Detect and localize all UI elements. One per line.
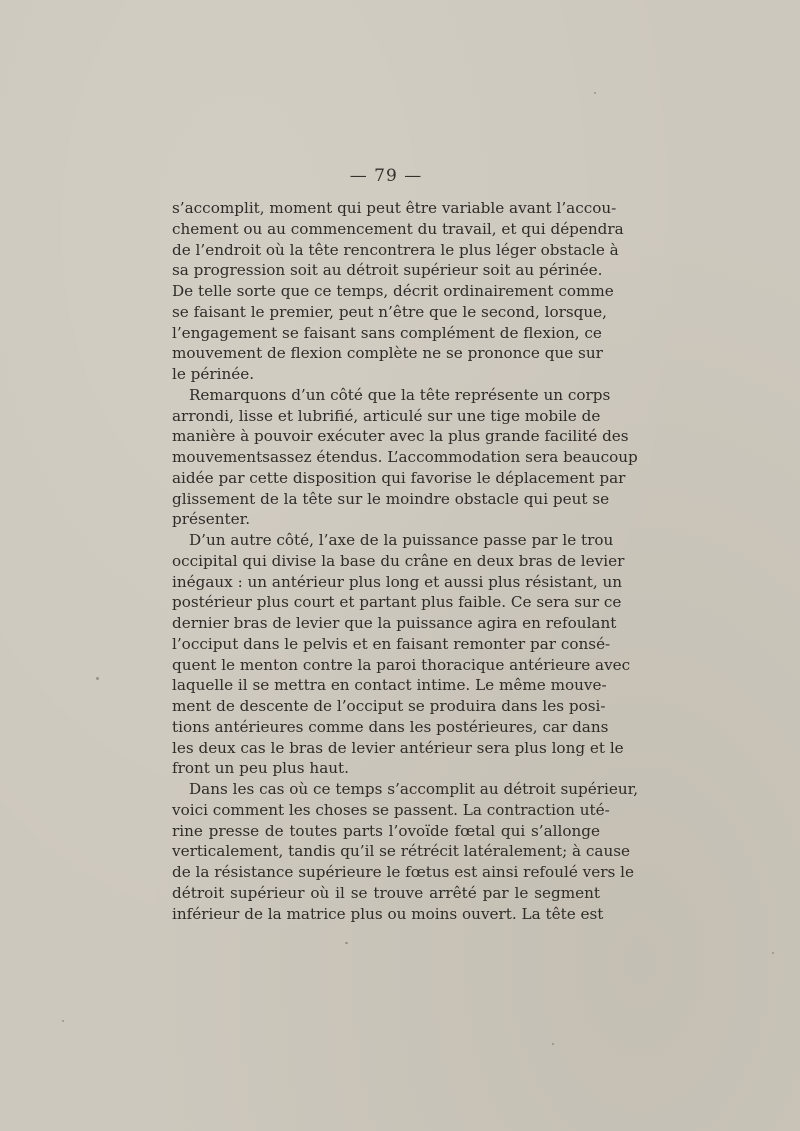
text-line: chement ou au commencement du travail, et qui dépendra <box>172 219 624 238</box>
text-line: voici comment les choses se passent. La contraction uté- <box>172 800 610 819</box>
text-line: postérieur plus court et partant plus faible. Ce sera sur ce <box>172 593 622 612</box>
text-line: s’accomplit, moment qui peut être variable avant l’accou- <box>172 199 617 217</box>
paper-speck <box>594 92 596 94</box>
text-line: détroit supérieur où il se trouve arrêté par le segment <box>172 883 600 902</box>
text-line: mouvementsassez étendus. L’accommodation sera beaucoup <box>172 448 638 466</box>
paragraph-2 <box>172 385 638 530</box>
paragraph-3 <box>172 530 631 779</box>
text-line: dernier bras de levier que la puissance agira en refoulant <box>172 614 617 632</box>
page-number: — 79 — <box>349 166 423 186</box>
text-line: verticalement, tandis qu’il se rétrécit latéralement; à cause <box>172 842 631 861</box>
text-line: présenter. <box>172 510 251 529</box>
text-line: Dans les cas où ce temps s’accomplit au détroit supérieur, <box>189 780 639 798</box>
text-line: front un peu plus haut. <box>172 759 349 778</box>
paper-speck <box>552 1043 554 1045</box>
paper-speck <box>345 942 348 944</box>
text-line: laquelle il se mettra en contact intime. Le même mouve- <box>172 676 607 695</box>
paper-speck <box>62 1020 64 1022</box>
text-line: inégaux : un antérieur plus long et aussi plus résistant, un <box>172 572 623 591</box>
text-line: occipital qui divise la base du crâne en deux bras de levier <box>172 551 625 570</box>
body-text <box>172 198 639 924</box>
text-line: De telle sorte que ce temps, décrit ordinairement comme <box>172 282 614 300</box>
paragraph-1 <box>172 198 624 385</box>
text-line: quent le menton contre la paroi thoracique antérieure avec <box>172 655 631 674</box>
paper-speck <box>96 677 99 680</box>
text-line: de l’endroit où la tête rencontrera le plus léger obstacle à <box>172 240 619 259</box>
text-line: l’engagement se faisant sans complément de flexion, ce <box>172 323 602 342</box>
text-line: aidée par cette disposition qui favorise le déplacement par <box>172 468 626 487</box>
text-line: rine presse de toutes parts l’ovoïde fœtal qui s’allonge <box>172 821 600 840</box>
text-line: glissement de la tête sur le moindre obstacle qui peut se <box>172 489 610 508</box>
text-line: D’un autre côté, l’axe de la puissance passe par le trou <box>189 531 614 549</box>
text-line: l’occiput dans le pelvis et en faisant remonter par consé- <box>172 634 611 653</box>
text-line: de la résistance supérieure le fœtus est ainsi refoulé vers le <box>172 863 634 881</box>
text-line: inférieur de la matrice plus ou moins ouvert. La tête est <box>172 904 604 923</box>
text-line: sa progression soit au détroit supérieur soit au périnée. <box>172 261 603 280</box>
text-line: arrondi, lisse et lubrifié, articulé sur une tige mobile de <box>172 406 601 425</box>
text-line: le périnée. <box>172 365 255 383</box>
text-line: Remarquons d’un côté que la tête représente un corps <box>189 385 611 404</box>
paper-speck <box>772 952 774 954</box>
text-line: les deux cas le bras de levier antérieur sera plus long et le <box>172 738 624 757</box>
text-line: se faisant le premier, peut n’être que le second, lorsque, <box>172 302 607 321</box>
text-line: mouvement de flexion complète ne se prononce que sur <box>172 344 603 363</box>
paragraph-4 <box>172 779 639 924</box>
text-line: ment de descente de l’occiput se produira dans les posi- <box>172 697 606 715</box>
text-line: tions antérieures comme dans les postérieures, car dans <box>172 717 609 736</box>
text-line: manière à pouvoir exécuter avec la plus grande facilité des <box>172 427 629 446</box>
